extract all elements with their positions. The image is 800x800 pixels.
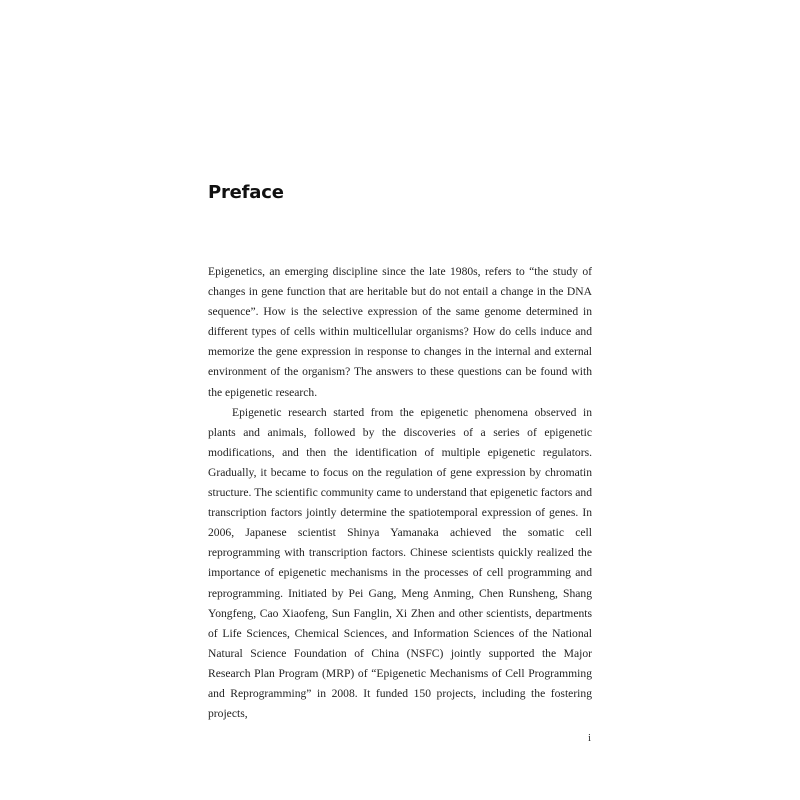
page-title: Preface <box>208 182 284 203</box>
page-number: i <box>588 732 592 744</box>
body-text <box>208 262 592 724</box>
paragraph-2: Epigenetic research started from the epigenetic phenomena observed in plants and animals, followed by the discoveries of a series of epigenetic modifications, and then the identification of multiple epigenetic regulators. Gradually, it became to focus on the regulation of gene expression by chromatin structure. The scientific community came to understand that epigenetic factors and transcription factors jointly determine the spatiotemporal expression of genes. In 2006, Japanese scientist Shinya Yamanaka achieved the somatic cell reprogramming with transcription factors. Chinese scientists quickly realized the importance of epigenetic mechanisms in the processes of cell programming and reprogramming. Initiated by Pei Gang, Meng Anming, Chen Runsheng, Shang Yongfeng, Cao Xiaofeng, Sun Fanglin, Xi Zhen and other scientists, departments of Life Sciences, Chemical Sciences, and Information Sciences of the National Natural Science Foundation of China (NSFC) jointly supported the Major Research Plan Program (MRP) of “Epigenetic Mechanisms of Cell Programming and Reprogramming” in 2008. It funded 150 projects, including the fostering projects, <box>208 405 592 721</box>
paragraph-1: Epigenetics, an emerging discipline since the late 1980s, refers to “the study of changes in gene function that are heritable but do not entail a change in the DNA sequence”. How is the selective expression of the same genome determined in different types of cells within multicellular organisms? How do cells induce and memorize the gene expression in response to changes in the internal and external environment of the organism? The answers to these questions can be found with the epigenetic research. <box>208 265 592 399</box>
